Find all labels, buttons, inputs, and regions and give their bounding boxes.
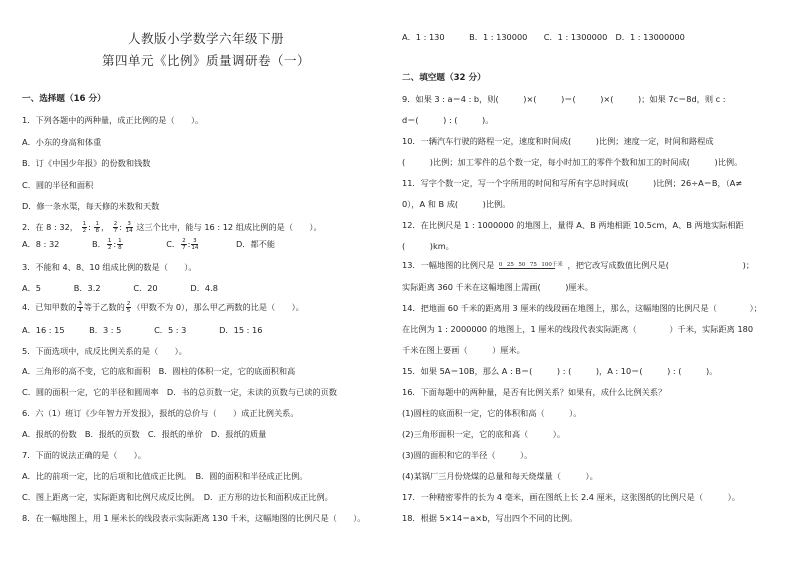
fraction: $\frac{1}{2}$ xyxy=(82,221,87,234)
question-10-cont: ( )比例；加工零件的总个数一定，每小时加工的零件个数和加工的时间成( )比例。 xyxy=(402,157,743,167)
q1-option-c: C．圆的半径和面积 xyxy=(22,180,94,190)
section-fill-heading: 二、填空题（32 分） xyxy=(402,73,486,83)
q16-item-1: (1)圆柱的底面积一定，它的体积和高（ ）。 xyxy=(402,408,582,418)
question-2: 2．在 8 : 32， $\frac{1}{2}$ : $\frac{1}{8}$ ， $\frac{2}{7}$ : $\frac{3}{14}$ 这三个比中，能与 16 : 12 组成比例的是（ ）。 xyxy=(22,221,322,234)
q1-option-a: A．小东的身高和体重 xyxy=(22,137,102,147)
question-14-cont2: 千米在图上要画（ ）厘米。 xyxy=(402,345,525,355)
fraction: $\frac{2}{7}$ xyxy=(113,221,118,234)
question-9: 9．如果 3 : a＝4 : b，则( )×( )＝( )×( )；如果 7c＝8d，则 c : xyxy=(402,94,726,104)
question-11-cont: 0），A 和 B 成( )比例。 xyxy=(402,199,511,209)
question-13: 13．一幅地图的比例尺是 0 25 50 75 100千米 ，把它改写成数值比例尺是( )； xyxy=(402,260,755,270)
q7-options-ab: A．比的前项一定，比的后项和比值成正比例。 B．圆的面积和半径成正比例。 xyxy=(22,471,308,481)
q1-option-d: D．修一条水渠，每天修的米数和天数 xyxy=(22,201,160,211)
question-12: 12．在比例尺是 1 : 1000000 的地图上，量得 A、B 两地相距 10.5cm，A、B 两地实际相距 xyxy=(402,220,744,230)
q5-options-cd: C．圆的面积一定，它的半径和圆周率 D．书的总页数一定，未读的页数与已读的页数 xyxy=(22,387,337,397)
question-18: 18．根据 5×14＝a×b，写出四个不同的比例。 xyxy=(402,513,578,523)
scale-bar: 0 25 50 75 100千米 xyxy=(498,262,563,268)
q2-options: A．8 : 32 B． $\frac{1}{2}$ : $\frac{1}{8}$ C． $\frac{2}{7}$ : $\frac{3}{14}$ D．都不能 xyxy=(22,238,276,251)
question-6: 6．六（1）班订《少年智力开发报》，报纸的总价与（ ）成正比例关系。 xyxy=(22,408,299,418)
question-7: 7．下面的说法正确的是（ ）。 xyxy=(22,450,146,460)
q16-item-3: (3)圆的面积和它的半径（ ）。 xyxy=(402,450,533,460)
question-5: 5．下面选项中，成反比例关系的是（ ）。 xyxy=(22,346,187,356)
question-12-cont: ( )km。 xyxy=(402,241,454,251)
doc-title-line1: 人教版小学数学六年级下册 xyxy=(127,31,284,46)
q7-options-cd: C．图上距离一定，实际距离和比例尺成反比例。 D．正方形的边长和面积成正比例。 xyxy=(22,492,333,502)
question-8: 8．在一幅地图上，用 1 厘米长的线段表示实际距离 130 千米，这幅地图的比例尺是（ ）。 xyxy=(22,513,366,523)
question-3: 3．不能和 4、8、10 组成比例的数是（ ）。 xyxy=(22,262,197,272)
question-10: 10．一辆汽车行驶的路程一定，速度和时间成( )比例；速度一定，时间和路程成 xyxy=(402,136,714,146)
q16-item-4: (4)某锅厂三月份烧煤的总量和每天烧煤量（ ）。 xyxy=(402,471,598,481)
q8-options: A．1 : 130 B．1 : 130000 C．1 : 1300000 D．1 : 13000000 xyxy=(402,32,685,42)
q5-options-ab: A．三角形的高不变，它的底和面积 B．圆柱的体积一定，它的底面积和高 xyxy=(22,366,296,376)
question-15: 15．如果 5A＝10B，那么 A : B＝( ) : ( )，A : 10＝( ) : ( )。 xyxy=(402,366,718,376)
q1-option-b: B．订《中国少年报》的份数和钱数 xyxy=(22,158,151,168)
fraction: $\frac{3}{14}$ xyxy=(125,221,133,234)
question-9-cont: d＝( ) : ( )。 xyxy=(402,115,494,125)
question-11: 11．写字个数一定，写一个字所用的时间和写所有字总时间成( )比例；26÷A＝B，（A≠ xyxy=(402,178,743,188)
question-4: 4．已知甲数的 $\frac{3}{4}$ 等于乙数的 $\frac{2}{5}$ （甲数不为 0），那么甲乙两数的比是（ ）。 xyxy=(22,301,304,314)
fraction: $\frac{1}{8}$ xyxy=(95,221,99,234)
question-1: 1．下列各题中的两种量，成正比例的是（ ）。 xyxy=(22,115,204,125)
question-17: 17．一种精密零件的长为 4 毫米，画在图纸上长 2.4 厘米，这张图纸的比例尺是（ ）。 xyxy=(402,492,740,502)
doc-title-line2: 第四单元《比例》质量调研卷（一） xyxy=(101,53,310,68)
question-14-cont: 在比例为 1 : 2000000 的地图上，1 厘米的线段代表实际距离（ ）千米，实际距离 180 xyxy=(402,324,754,334)
question-14: 14．把地面 60 千米的距离用 3 厘米的线段画在地图上，那么，这幅地图的比例尺是（ ）； xyxy=(402,303,762,313)
section-choice-heading: 一、选择题（16 分） xyxy=(22,94,106,104)
q3-options: A．5 B．3.2 C．20 D．4.8 xyxy=(22,283,218,293)
q16-item-2: (2)三角形面积一定，它的底和高（ ）。 xyxy=(402,429,566,439)
question-16: 16．下面每题中的两种量，是否有比例关系？如果有，成什么比例关系？ xyxy=(402,387,667,397)
q6-options: A．报纸的份数 B．报纸的页数 C．报纸的单价 D．报纸的质量 xyxy=(22,429,267,439)
q4-options: A．16 : 15 B．3 : 5 C．5 : 3 D．15 : 16 xyxy=(22,325,263,335)
question-13-cont: 实际距离 360 千米在这幅地图上需画( )厘米。 xyxy=(402,282,593,292)
